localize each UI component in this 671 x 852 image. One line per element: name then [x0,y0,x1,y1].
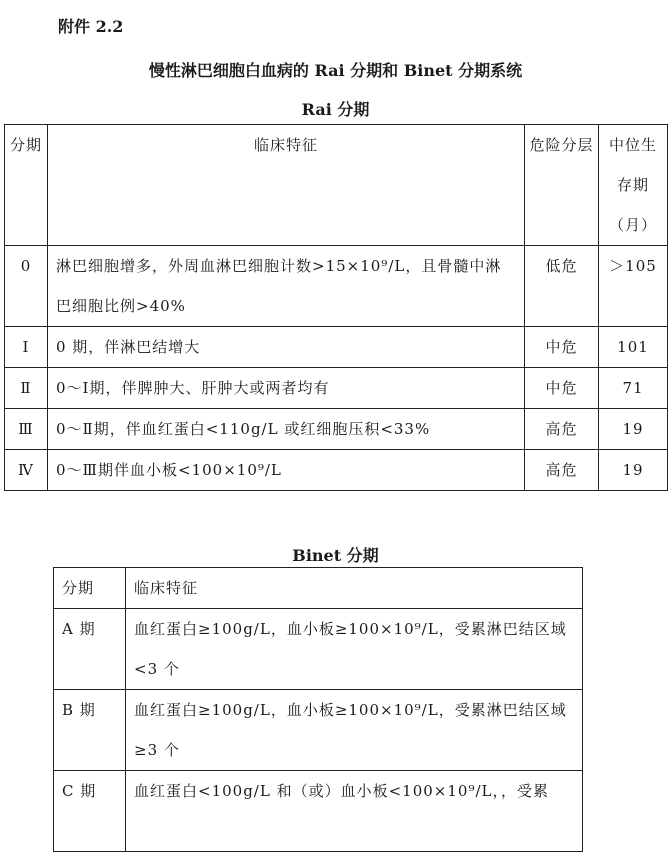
binet-staging-table [53,567,583,852]
stage-cell: A 期 [54,609,126,690]
document-title: 慢性淋巴细胞白血病的 Rai 分期和 Binet 分期系统 [148,61,523,80]
binet-section-title: Binet 分期 [292,546,379,565]
table-row [5,368,668,409]
risk-cell: 中危 [525,327,599,368]
survival-cell: 71 [599,368,668,409]
survival-cell: 101 [599,327,668,368]
header-survival: 中位生存期（月） [599,125,668,246]
rai-staging-table [4,124,668,491]
clinical-cell: 血红蛋白<100g/L 和（或）血小板<100×10⁹/L，，受累 [126,771,583,852]
header-stage: 分期 [5,125,48,246]
survival-cell: ＞105 [599,246,668,327]
table-row [5,246,668,327]
stage-cell: C 期 [54,771,126,852]
stage-cell: B 期 [54,690,126,771]
risk-cell: 中危 [525,368,599,409]
table-row [5,409,668,450]
header-stage: 分期 [54,568,126,609]
clinical-cell: 0～Ⅲ期伴血小板<100×10⁹/L [48,450,525,491]
clinical-cell: 0 期，伴淋巴结增大 [48,327,525,368]
stage-cell: Ⅲ [5,409,48,450]
clinical-cell: 0～Ⅰ期，伴脾肿大、肝肿大或两者均有 [48,368,525,409]
risk-cell: 高危 [525,409,599,450]
survival-cell: 19 [599,450,668,491]
attachment-label: 附件 2.2 [58,17,124,36]
survival-cell: 19 [599,409,668,450]
table-row [54,690,583,771]
table-row [5,327,668,368]
risk-cell: 低危 [525,246,599,327]
header-clinical: 临床特征 [48,125,525,246]
risk-cell: 高危 [525,450,599,491]
table-header-row [5,125,668,246]
header-risk: 危险分层 [525,125,599,246]
table-row [5,450,668,491]
clinical-cell: 血红蛋白≥100g/L，血小板≥100×10⁹/L，受累淋巴结区域<3 个 [126,609,583,690]
rai-section-title: Rai 分期 [301,100,370,119]
stage-cell: 0 [5,246,48,327]
stage-cell: Ⅱ [5,368,48,409]
stage-cell: Ⅳ [5,450,48,491]
clinical-cell: 血红蛋白≥100g/L，血小板≥100×10⁹/L，受累淋巴结区域≥3 个 [126,690,583,771]
stage-cell: Ⅰ [5,327,48,368]
table-row [54,609,583,690]
clinical-cell: 淋巴细胞增多，外周血淋巴细胞计数>15×10⁹/L，且骨髓中淋巴细胞比例>40% [48,246,525,327]
clinical-cell: 0～Ⅱ期，伴血红蛋白<110g/L 或红细胞压积<33% [48,409,525,450]
table-row [54,771,583,852]
table-header-row [54,568,583,609]
header-clinical: 临床特征 [126,568,583,609]
